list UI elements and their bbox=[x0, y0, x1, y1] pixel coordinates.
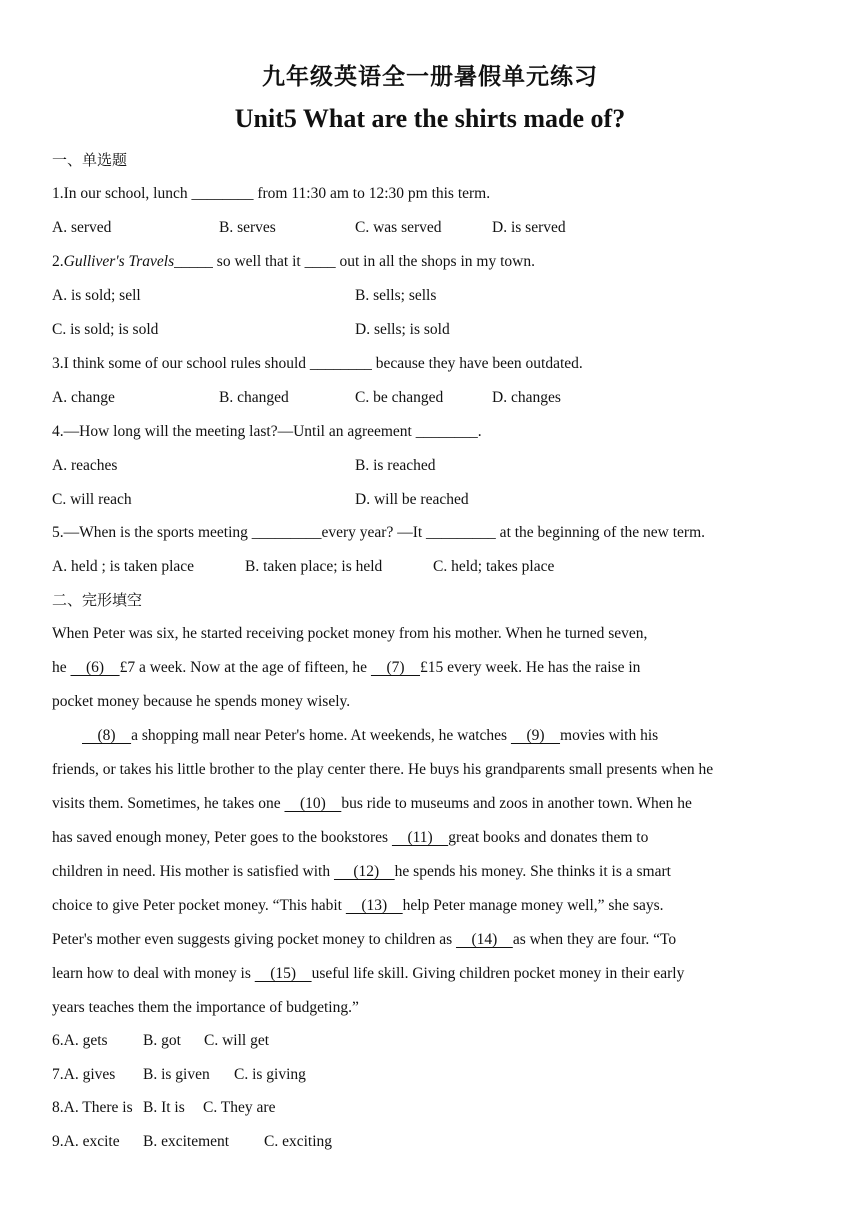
option-c[interactable]: C. will reach bbox=[52, 491, 132, 508]
passage-text: Peter's mother even suggests giving pocket money to children as bbox=[52, 931, 456, 948]
option-b[interactable]: B. changed bbox=[219, 389, 289, 406]
question-number: 2. bbox=[52, 253, 64, 270]
option-a[interactable]: A. reaches bbox=[52, 457, 118, 474]
passage-line: When Peter was six, he started receiving pocket money from his mother. When he turned seven, bbox=[52, 625, 648, 642]
option-a[interactable]: 9.A. excite bbox=[52, 1133, 120, 1150]
blank-9[interactable]: (9) bbox=[510, 727, 561, 744]
passage-text: bus ride to museums and zoos in another town. When he bbox=[341, 795, 692, 812]
blank-12[interactable]: (12) bbox=[333, 863, 395, 880]
passage-text: children in need. His mother is satisfied with bbox=[52, 863, 334, 880]
option-d[interactable]: D. changes bbox=[492, 389, 561, 406]
option-a[interactable]: 8.A. There is bbox=[52, 1099, 133, 1116]
question-4-text: 4.—How long will the meeting last?—Until an agreement ________. bbox=[52, 423, 482, 440]
passage-text: he spends his money. She thinks it is a smart bbox=[394, 863, 671, 880]
option-b[interactable]: B. taken place; is held bbox=[245, 558, 383, 575]
passage-line bbox=[52, 794, 692, 814]
passage-line bbox=[52, 964, 684, 984]
option-c[interactable]: C. was served bbox=[355, 219, 442, 236]
blank-15[interactable]: (15) bbox=[254, 965, 312, 982]
option-b[interactable]: B. is given bbox=[143, 1066, 210, 1083]
passage-line bbox=[82, 726, 658, 746]
section2-heading: 二、完形填空 bbox=[52, 591, 143, 609]
passage-text: movies with his bbox=[560, 727, 659, 744]
blank-8[interactable]: (8) bbox=[82, 727, 132, 744]
passage-text: £7 a week. Now at the age of fifteen, he bbox=[119, 659, 371, 676]
passage-text: useful life skill. Giving children pocket money in their early bbox=[311, 965, 685, 982]
option-b[interactable]: B. sells; sells bbox=[355, 287, 437, 304]
option-d[interactable]: D. will be reached bbox=[355, 491, 469, 508]
passage-text: as when they are four. “To bbox=[512, 931, 677, 948]
question-5-text: 5.—When is the sports meeting _________every year? —It _________ at the beginning of the new term. bbox=[52, 524, 705, 541]
passage-text: help Peter manage money well,” she says. bbox=[402, 897, 664, 914]
passage-text: £15 every week. He has the raise in bbox=[420, 659, 641, 676]
passage-text: learn how to deal with money is bbox=[52, 965, 255, 982]
option-a[interactable]: 6.A. gets bbox=[52, 1032, 108, 1049]
unit-title: Unit5 What are the shirts made of? bbox=[234, 104, 626, 133]
option-c[interactable]: C. held; takes place bbox=[433, 558, 555, 575]
option-a[interactable]: A. change bbox=[52, 389, 115, 406]
blank-11[interactable]: (11) bbox=[391, 829, 449, 846]
passage-line: pocket money because he spends money wisely. bbox=[52, 693, 351, 710]
book-title: Gulliver's Travels bbox=[63, 253, 175, 270]
option-c[interactable]: C. is giving bbox=[234, 1066, 306, 1083]
option-c[interactable]: C. be changed bbox=[355, 389, 444, 406]
option-d[interactable]: D. sells; is sold bbox=[355, 321, 450, 338]
option-c[interactable]: C. exciting bbox=[264, 1133, 333, 1150]
question-2-text bbox=[52, 252, 535, 272]
passage-text: he bbox=[52, 659, 71, 676]
blank-6[interactable]: (6) bbox=[70, 659, 120, 676]
option-b[interactable]: B. is reached bbox=[355, 457, 436, 474]
question-body: _____ so well that it ____ out in all the shops in my town. bbox=[174, 253, 535, 270]
option-c[interactable]: C. They are bbox=[203, 1099, 276, 1116]
passage-text: visits them. Sometimes, he takes one bbox=[52, 795, 285, 812]
option-b[interactable]: B. It is bbox=[143, 1099, 185, 1116]
question-1-text: 1.In our school, lunch ________ from 11:30 am to 12:30 pm this term. bbox=[52, 185, 491, 202]
option-a[interactable]: A. held ; is taken place bbox=[52, 558, 195, 575]
option-b[interactable]: B. got bbox=[143, 1032, 181, 1049]
passage-line bbox=[52, 658, 640, 678]
option-c[interactable]: C. will get bbox=[204, 1032, 270, 1049]
passage-line bbox=[52, 930, 676, 950]
passage-text: great books and donates them to bbox=[448, 829, 649, 846]
blank-7[interactable]: (7) bbox=[370, 659, 421, 676]
passage-line: friends, or takes his little brother to the play center there. He buys his grandparents small presents when he bbox=[52, 761, 714, 778]
blank-10[interactable]: (10) bbox=[284, 795, 342, 812]
blank-13[interactable]: (13) bbox=[345, 897, 403, 914]
blank-14[interactable]: (14) bbox=[455, 931, 513, 948]
option-d[interactable]: D. is served bbox=[492, 219, 566, 236]
passage-line: years teaches them the importance of budgeting.” bbox=[52, 999, 359, 1016]
option-b[interactable]: B. serves bbox=[219, 219, 276, 236]
section1-heading: 一、单选题 bbox=[52, 151, 128, 169]
option-a[interactable]: A. is sold; sell bbox=[52, 287, 141, 304]
passage-line bbox=[52, 862, 671, 882]
page-title: 九年级英语全一册暑假单元练习 bbox=[262, 64, 598, 90]
passage-text: a shopping mall near Peter's home. At weekends, he watches bbox=[131, 727, 511, 744]
option-c[interactable]: C. is sold; is sold bbox=[52, 321, 159, 338]
passage-line bbox=[52, 828, 648, 848]
question-3-text: 3.I think some of our school rules should ________ because they have been outdated. bbox=[52, 355, 583, 372]
option-b[interactable]: B. excitement bbox=[143, 1133, 230, 1150]
passage-text: choice to give Peter pocket money. “This habit bbox=[52, 897, 346, 914]
passage-text: has saved enough money, Peter goes to the bookstores bbox=[52, 829, 392, 846]
option-a[interactable]: A. served bbox=[52, 219, 112, 236]
option-a[interactable]: 7.A. gives bbox=[52, 1066, 116, 1083]
passage-line bbox=[52, 896, 664, 916]
